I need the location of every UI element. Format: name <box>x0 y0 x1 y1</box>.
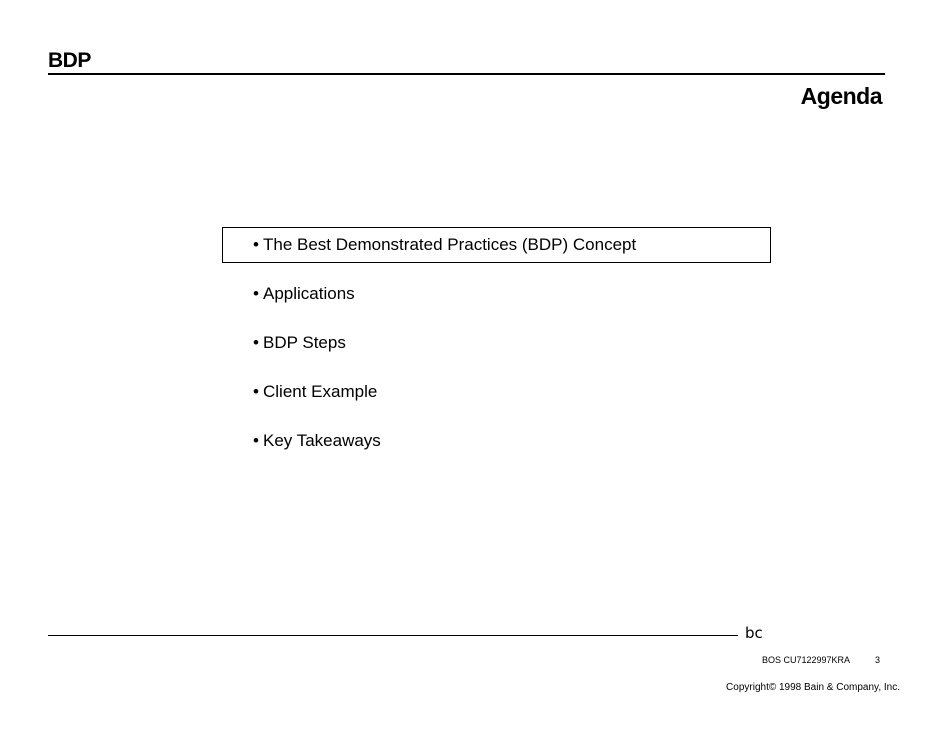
header-divider <box>48 73 885 75</box>
agenda-item-key-takeaways <box>222 423 771 459</box>
agenda-item-applications <box>222 276 771 312</box>
agenda-item-label: Applications <box>263 284 355 303</box>
header-title: BDP <box>48 49 91 72</box>
agenda-list <box>222 227 771 472</box>
agenda-item-label: Key Takeaways <box>263 431 381 450</box>
bullet-icon: • <box>253 333 259 352</box>
bullet-icon: • <box>253 235 259 254</box>
agenda-item-bdp-concept <box>222 227 771 263</box>
agenda-item-client-example <box>222 374 771 410</box>
agenda-item-label: Client Example <box>263 382 378 401</box>
bullet-icon: • <box>253 284 259 303</box>
copyright-notice: Copyright© 1998 Bain & Company, Inc. <box>726 682 900 693</box>
document-code: BOS CU7122997KRA <box>762 655 851 665</box>
agenda-item-label: The Best Demonstrated Practices (BDP) Concept <box>263 235 637 254</box>
agenda-item-label: BDP Steps <box>263 333 346 352</box>
bullet-icon: • <box>253 431 259 450</box>
footer-divider <box>48 635 738 636</box>
page-number: 3 <box>875 655 881 665</box>
slide-title: Agenda <box>800 83 882 109</box>
footer-logo: bc <box>745 624 763 642</box>
bullet-icon: • <box>253 382 259 401</box>
agenda-item-bdp-steps <box>222 325 771 361</box>
